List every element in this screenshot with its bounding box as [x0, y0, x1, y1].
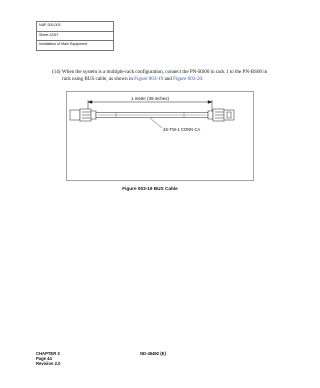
header-box	[36, 21, 114, 51]
doc-number: ND-45492 (E)	[140, 351, 166, 356]
subject-title: Installation of Main Equipment	[39, 42, 88, 47]
leader-line	[150, 118, 162, 128]
figure-link-20[interactable]: Figure 003-20	[173, 76, 203, 82]
cable-body	[96, 113, 208, 118]
step-number: (14)	[52, 69, 61, 75]
figure-caption: Figure 003-19 BUS Cable	[122, 186, 178, 191]
chapter-label: CHAPTER 3	[36, 351, 60, 356]
footer-left	[36, 351, 60, 366]
left-connector	[70, 109, 96, 121]
paragraph-text-between: and	[163, 76, 174, 82]
paragraph-text-start: When the system is a multiple-rack configuration, connect the PN-BS00 in rack 1 to the PN-BS00 in rack using BUS cable, as shown in	[62, 69, 268, 82]
paragraph-text-end: .	[202, 76, 204, 82]
dimension-line	[88, 100, 212, 111]
page-label: Page 44	[36, 356, 52, 361]
instruction-paragraph	[52, 69, 276, 83]
figure-frame	[67, 92, 254, 181]
right-connector	[208, 109, 234, 121]
sheet-number: Sheet 22/57	[37, 32, 113, 42]
revision-label: Revision 2.0	[36, 361, 61, 366]
figure-link-19[interactable]: Figure 003-19	[134, 76, 164, 82]
cable-label: 4S-TW-1 CONN CA	[163, 127, 201, 132]
doc-id: NAP 200-003	[37, 22, 113, 32]
dimension-label: 1 meter (39 inches)	[131, 96, 169, 101]
bus-cable-figure	[66, 91, 254, 181]
